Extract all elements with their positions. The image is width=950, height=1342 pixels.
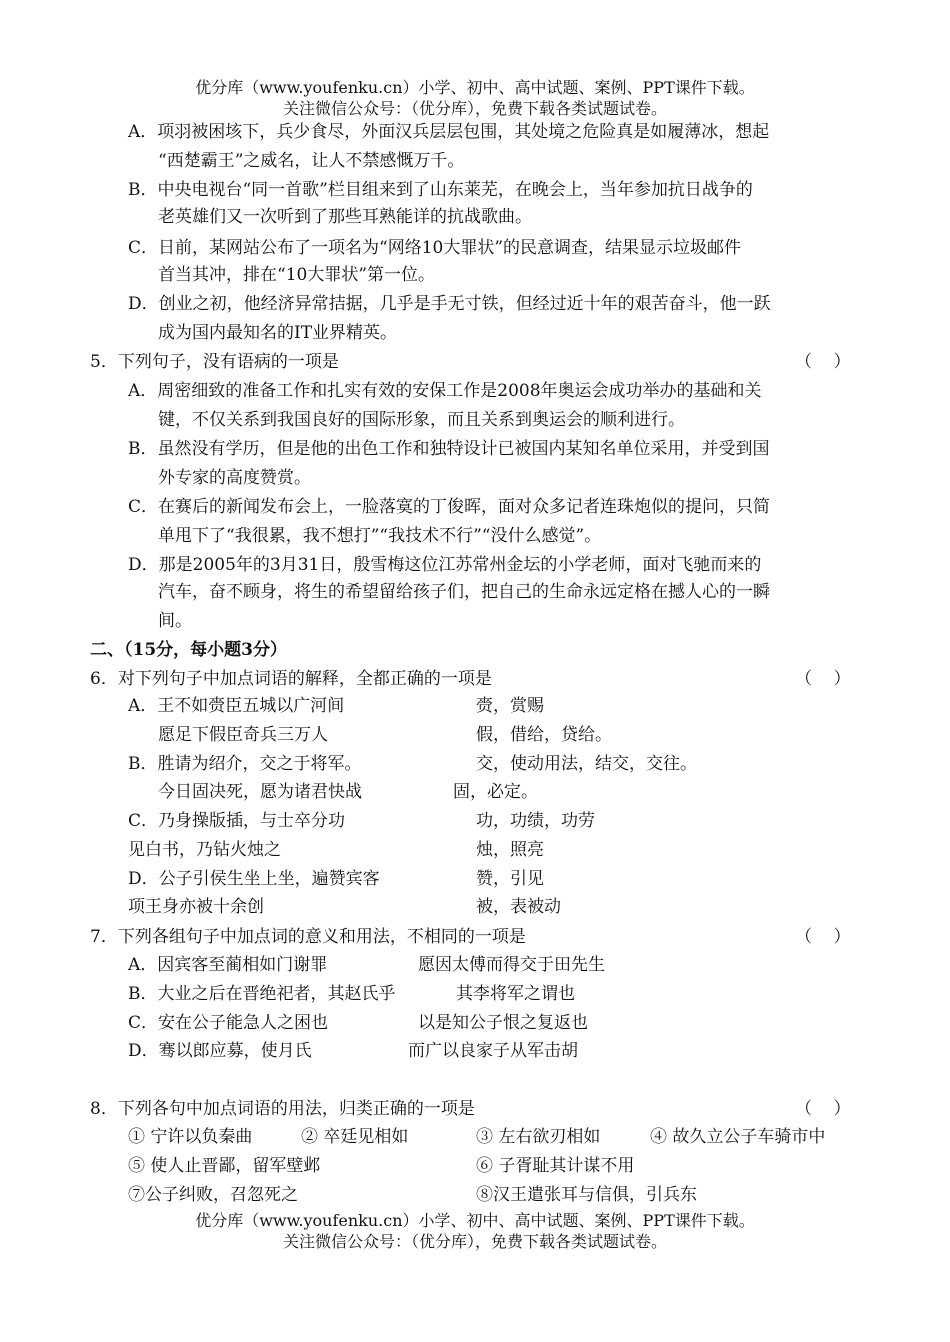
q5-answer-bracket: （ ） bbox=[795, 352, 851, 372]
q8-item: ⑥ 子胥耻其计谋不用 bbox=[476, 1156, 635, 1176]
q7-row-left: D．骞以郎应募，使月氏 bbox=[128, 1041, 312, 1061]
q4-option-d-line1: D．创业之初，他经济异常拮据，几乎是手无寸铁，但经过近十年的艰苦奋斗，他一跃 bbox=[128, 294, 771, 314]
q6-stem: 6．对下列句子中加点词语的解释，全都正确的一项是 bbox=[90, 669, 492, 689]
q4-option-b-line2: 老英雄们又一次听到了那些耳熟能详的抗战歌曲。 bbox=[158, 207, 532, 227]
q6-row-right: 固，必定。 bbox=[453, 782, 538, 802]
q5-option-a-line2: 键，不仅关系到我国良好的国际形象，而且关系到奥运会的顺利进行。 bbox=[158, 410, 685, 430]
q7-row-right: 以是知公子恨之复返也 bbox=[418, 1013, 588, 1033]
q5-option-c-line2: 单甩下了“我很累，我不想打”“我技术不行”“没什么感觉”。 bbox=[158, 526, 602, 546]
q8-item: ① 宁许以负秦曲 bbox=[128, 1127, 253, 1147]
q8-answer-bracket: （ ） bbox=[795, 1099, 851, 1119]
q7-row-left: A．因宾客至蔺相如门谢罪 bbox=[128, 955, 328, 975]
q6-row-right: 赍，赏赐 bbox=[476, 696, 544, 716]
q4-option-b-line1: B．中央电视台“同一首歌”栏目组来到了山东莱芜，在晚会上，当年参加抗日战争的 bbox=[128, 180, 753, 200]
q5-option-c-line1: C．在赛后的新闻发布会上，一脸落寞的丁俊晖，面对众多记者连珠炮似的提问，只简 bbox=[128, 497, 771, 517]
q7-row-right: 而广以良家子从军击胡 bbox=[408, 1041, 578, 1061]
q4-option-c-line1: C．日前，某网站公布了一项名为“网络10大罪状”的民意调查，结果显示垃圾邮件 bbox=[128, 238, 742, 258]
q6-row-right: 假，借给，贷给。 bbox=[476, 725, 612, 745]
q6-row-left: C．乃身操版插，与士卒分功 bbox=[128, 811, 346, 831]
q4-option-a-line1: A．项羽被困垓下，兵少食尽，外面汉兵层层包围，其处境之危险真是如履薄冰，想起 bbox=[128, 122, 770, 142]
section-two-heading: 二、（15分，每小题3分） bbox=[90, 640, 287, 660]
q8-item: ⑤ 使人止晋鄙，留军壁邺 bbox=[128, 1156, 321, 1176]
q6-row-left: D．公子引侯生坐上坐，遍赞宾客 bbox=[128, 869, 380, 889]
q7-answer-bracket: （ ） bbox=[795, 927, 851, 947]
q5-stem: 5．下列句子，没有语病的一项是 bbox=[90, 352, 339, 372]
q7-row-left: C．安在公子能急人之困也 bbox=[128, 1013, 329, 1033]
q6-row-left: B．胜请为绍介，交之于将军。 bbox=[128, 754, 362, 774]
q5-option-d-line1: D．那是2005年的3月31日，殷雪梅这位江苏常州金坛的小学老师，面对飞驰而来的 bbox=[128, 555, 762, 575]
q6-row-right: 功，功绩，功劳 bbox=[476, 811, 595, 831]
q4-option-c-line2: 首当其冲，排在“10大罪状”第一位。 bbox=[158, 265, 436, 285]
q6-row-right: 烛，照亮 bbox=[476, 840, 544, 860]
q7-row-right: 其李将军之谓也 bbox=[456, 984, 575, 1004]
q6-row-left: 今日固决死，愿为诸君快战 bbox=[158, 782, 362, 802]
q4-option-a-line2: “西楚霸王”之威名，让人不禁感慨万千。 bbox=[158, 151, 465, 171]
q6-row-right: 交，使动用法，结交，交往。 bbox=[476, 754, 697, 774]
q8-stem: 8．下列各句中加点词语的用法，归类正确的一项是 bbox=[90, 1099, 475, 1119]
header-line-2: 关注微信公众号：（优分库），免费下载各类试题试卷。 bbox=[282, 99, 667, 118]
q8-item: ③ 左右欲刃相如 bbox=[476, 1127, 601, 1147]
q8-item: ④ 故久立公子车骑市中 bbox=[650, 1127, 826, 1147]
q5-option-d-line2: 汽车，奋不顾身，将生的希望留给孩子们，把自己的生命永远定格在撼人心的一瞬 bbox=[158, 582, 770, 602]
q8-item: ⑦公子纠败，召忽死之 bbox=[128, 1185, 298, 1205]
q8-item: ② 卒廷见相如 bbox=[301, 1127, 409, 1147]
q6-row-left: 愿足下假臣奇兵三万人 bbox=[158, 725, 328, 745]
q6-row-left: A．王不如赍臣五城以广河间 bbox=[128, 696, 345, 716]
q5-option-a-line1: A．周密细致的准备工作和扎实有效的安保工作是2008年奥运会成功举办的基础和关 bbox=[128, 381, 762, 401]
q6-row-left: 项王身亦被十余创 bbox=[128, 897, 264, 917]
q5-option-d-line3: 间。 bbox=[158, 611, 192, 631]
footer-line-2: 关注微信公众号：（优分库），免费下载各类试题试卷。 bbox=[282, 1232, 667, 1251]
header-line-1: 优分库（www.youfenku.cn）小学、初中、高中试题、案例、PPT课件下载。 bbox=[195, 78, 755, 97]
footer-line-1: 优分库（www.youfenku.cn）小学、初中、高中试题、案例、PPT课件下载。 bbox=[195, 1211, 755, 1230]
q7-row-left: B．大业之后在晋绝祀者，其赵氏乎 bbox=[128, 984, 396, 1004]
q7-row-right: 愿因太傅而得交于田先生 bbox=[418, 955, 605, 975]
q5-option-b-line2: 外专家的高度赞赏。 bbox=[158, 468, 311, 488]
q6-row-left: 见白书，乃钻火烛之 bbox=[128, 840, 281, 860]
q6-row-right: 赞，引见 bbox=[476, 869, 544, 889]
q7-stem: 7．下列各组句子中加点词的意义和用法，不相同的一项是 bbox=[90, 927, 526, 947]
q8-item: ⑧汉王遣张耳与信俱，引兵东 bbox=[476, 1185, 697, 1205]
q6-answer-bracket: （ ） bbox=[795, 669, 851, 689]
q5-option-b-line1: B．虽然没有学历，但是他的出色工作和独特设计已被国内某知名单位采用，并受到国 bbox=[128, 439, 770, 459]
q4-option-d-line2: 成为国内最知名的IT业界精英。 bbox=[158, 323, 398, 343]
q6-row-right: 被，表被动 bbox=[476, 897, 561, 917]
